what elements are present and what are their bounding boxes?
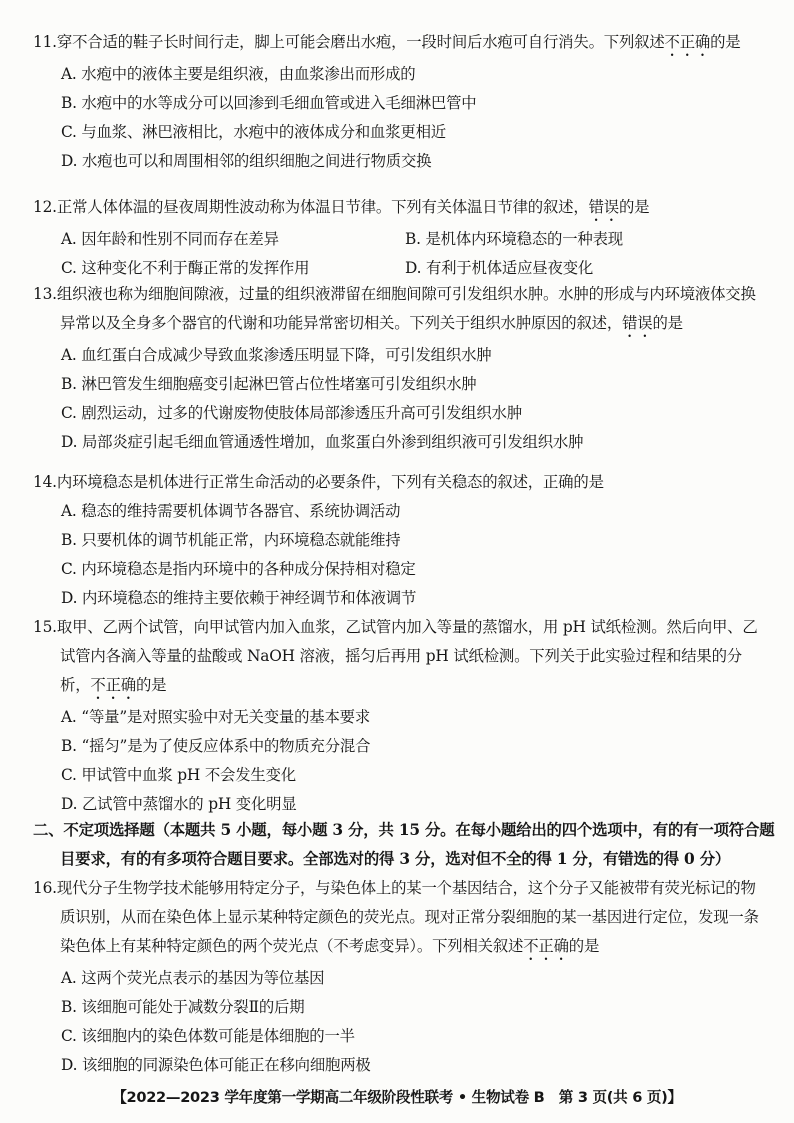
question-13 <box>33 280 761 457</box>
section-2-header <box>33 816 788 874</box>
option-c: C. 内环境稳态是指内环境中的各种成分保持相对稳定 <box>61 560 416 578</box>
option-a: A. 这两个荧光点表示的基因为等位基因 <box>61 969 325 987</box>
emphasis-text: 不正确 <box>90 676 136 694</box>
question-number: 13. <box>33 285 57 303</box>
section-instructions: （本题共 5 小题，每小题 3 分，共 15 分。在每小题给出的四个选项中，有的有一项符合题目要求，有的有多项符合题目要求。全部选对的得 3 分，选对但不全的得 1 分，有错选的得 0 分） <box>60 821 775 868</box>
option-c: C. 这种变化不利于酶正常的发挥作用 <box>61 259 310 277</box>
option-d: D. 内环境稳态的维持主要依赖于神经调节和体液调节 <box>61 589 417 607</box>
question-16 <box>33 874 761 1080</box>
question-number: 12. <box>33 198 57 216</box>
option-d: D. 水疱也可以和周围相邻的组织细胞之间进行物质交换 <box>61 152 432 170</box>
question-14-stem: 14.内环境稳态是机体进行正常生命活动的必要条件，下列有关稳态的叙述，正确的是 <box>33 473 604 491</box>
option-d: D. 有利于机体适应昼夜变化 <box>405 259 594 277</box>
option-b: B. 只要机体的调节机能正常，内环境稳态就能维持 <box>61 531 401 549</box>
question-11-stem: 11.穿不合适的鞋子长时间行走，脚上可能会磨出水疱，一段时间后水疱可自行消失。下列叙述不正确的是 <box>33 33 741 51</box>
question-number: 14. <box>33 473 57 491</box>
option-b: B. 该细胞可能处于减数分裂Ⅱ的后期 <box>61 998 305 1016</box>
option-c: C. 剧烈运动，过多的代谢废物使肢体局部渗透压升高可引发组织水肿 <box>61 404 522 422</box>
question-15-stem: 15.取甲、乙两个试管，向甲试管内加入血浆，乙试管内加入等量的蒸馏水，用 pH 试纸检测。然后向甲、乙试管内各滴入等量的盐酸或 NaOH 溶液，摇匀后再用 pH 试纸检测。下列关于此实验过程和结果的分析，不正确的是 <box>33 618 758 694</box>
question-12 <box>33 193 761 283</box>
emphasis-text: 错误 <box>588 198 619 216</box>
option-b: B. 水疱中的水等成分可以回渗到毛细血管或进入毛细淋巴管中 <box>61 94 477 112</box>
question-12-stem: 12.正常人体体温的昼夜周期性波动称为体温日节律。下列有关体温日节律的叙述，错误的是 <box>33 198 650 216</box>
option-a: A. 稳态的维持需要机体调节各器官、系统协调活动 <box>61 502 401 520</box>
option-b: B. “摇匀”是为了使反应体系中的物质充分混合 <box>61 737 371 755</box>
section-title: 二、不定项选择题 <box>33 821 155 839</box>
question-number: 11. <box>33 33 57 51</box>
page-footer: 【2022—2023 学年度第一学期高二年级阶段性联考 • 生物试卷 B 第 3 页(共 6 页)】 <box>112 1089 682 1106</box>
emphasis-text: 不正确 <box>523 937 569 955</box>
option-c: C. 该细胞内的染色体数可能是体细胞的一半 <box>61 1027 355 1045</box>
option-d: D. 乙试管中蒸馏水的 pH 变化明显 <box>61 795 297 813</box>
question-number: 16. <box>33 879 57 897</box>
question-number: 15. <box>33 618 57 636</box>
question-11 <box>33 28 761 176</box>
option-c: C. 甲试管中血浆 pH 不会发生变化 <box>61 766 296 784</box>
option-d: D. 局部炎症引起毛细血管通透性增加，血浆蛋白外渗到组织液可引发组织水肿 <box>61 433 584 451</box>
options-row-1 <box>33 225 761 254</box>
option-c: C. 与血浆、淋巴液相比，水疱中的液体成分和血浆更相近 <box>61 123 446 141</box>
question-14 <box>33 468 761 613</box>
option-a: A. 因年龄和性别不同而存在差异 <box>61 230 279 248</box>
option-a: A. “等量”是对照实验中对无关变量的基本要求 <box>61 708 371 726</box>
option-b: B. 淋巴管发生细胞癌变引起淋巴管占位性堵塞可引发组织水肿 <box>61 375 477 393</box>
emphasis-text: 不正确 <box>664 33 711 51</box>
question-16-stem: 16.现代分子生物学技术能够用特定分子，与染色体上的某一个基因结合，这个分子又能被带有荧光标记的物质识别，从而在染色体上显示某种特定颜色的荧光点。现对正常分裂细胞的某一基因进行定位，发现一条染色体上有某种特定颜色的两个荧光点（不考虑变异）。下列相关叙述不正确的是 <box>33 879 759 955</box>
option-b: B. 是机体内环境稳态的一种表现 <box>405 230 623 248</box>
option-a: A. 水疱中的液体主要是组织液，由血浆渗出而形成的 <box>61 65 416 83</box>
question-15 <box>33 613 761 819</box>
emphasis-text: 错误 <box>622 314 653 332</box>
option-a: A. 血红蛋白合成减少导致血浆渗透压明显下降，可引发组织水肿 <box>61 346 492 364</box>
options-row-2 <box>33 254 761 283</box>
question-13-stem: 13.组织液也称为细胞间隙液，过量的组织液滞留在细胞间隙可引发组织水肿。水肿的形成与内环境液体交换异常以及全身多个器官的代谢和功能异常密切相关。下列关于组织水肿原因的叙述，错误的是 <box>33 285 756 332</box>
option-d: D. 该细胞的同源染色体可能正在移向细胞两极 <box>61 1056 371 1074</box>
